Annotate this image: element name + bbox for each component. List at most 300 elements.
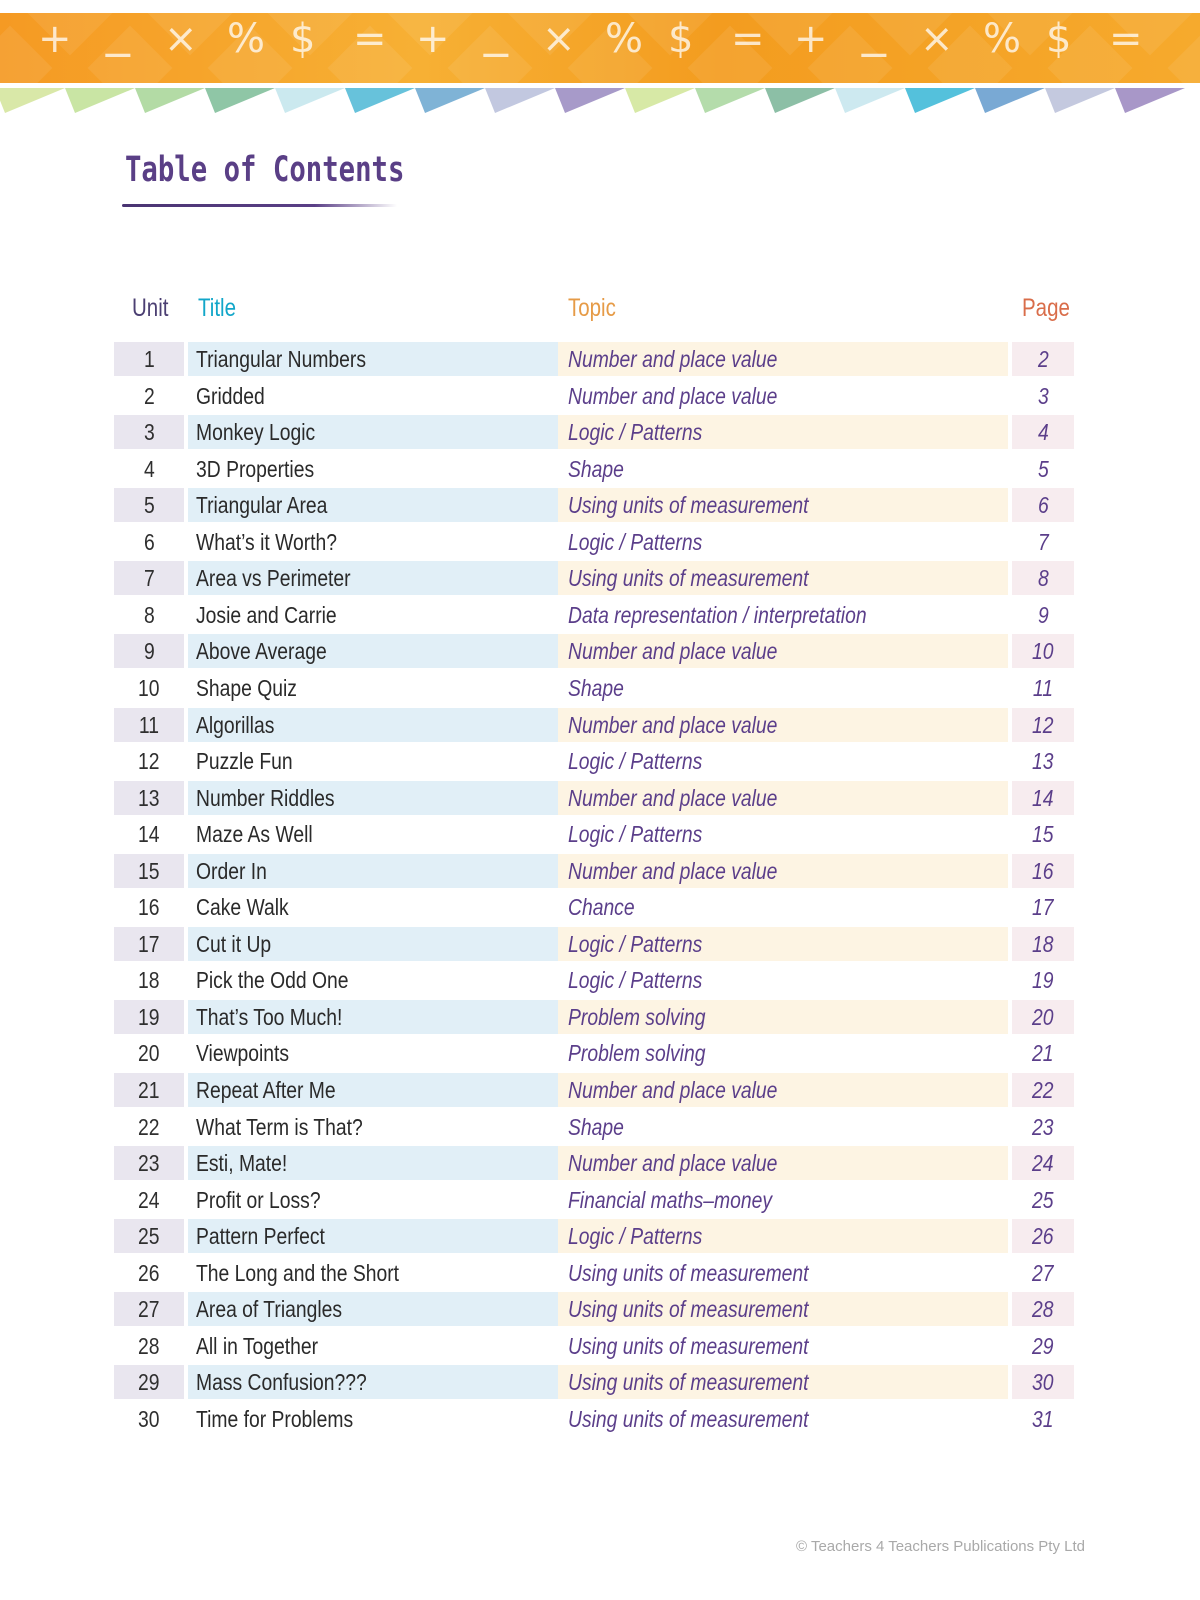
table-row: [114, 1073, 1074, 1107]
column-header-page: Page: [1022, 294, 1070, 322]
topic-cell: [558, 1183, 1008, 1217]
table-row: [114, 1256, 1074, 1290]
page-cell-text: 6: [1037, 492, 1049, 519]
unit-cell: [114, 1183, 184, 1217]
plus-icon: +: [794, 16, 828, 62]
copyright-footer: © Teachers 4 Teachers Publications Pty Ltd: [796, 1538, 1085, 1555]
table-row: [114, 1365, 1074, 1399]
topic-cell-text: Using units of measurement: [568, 565, 809, 592]
dollar-icon: $: [1046, 16, 1072, 62]
page-cell-text: 30: [1032, 1369, 1054, 1396]
unit-cell-text: 26: [138, 1259, 160, 1286]
unit-cell-text: 24: [138, 1186, 160, 1213]
page-cell-text: 2: [1037, 346, 1049, 372]
title-cell: [188, 525, 558, 559]
title-cell: [188, 1073, 558, 1107]
topic-cell: [558, 854, 1008, 888]
topic-cell-text: Data representation / interpretation: [568, 601, 867, 628]
title-cell-text: Monkey Logic: [196, 419, 316, 446]
equals-icon: =: [731, 16, 765, 62]
unit-cell: [114, 1292, 184, 1326]
page-cell: [1012, 1110, 1074, 1144]
page-cell-text: 17: [1032, 894, 1054, 921]
page-cell-text: 19: [1032, 967, 1054, 994]
title-cell-text: Esti, Mate!: [196, 1150, 288, 1177]
unit-cell: [114, 1402, 184, 1436]
topic-cell: [558, 708, 1008, 742]
title-cell-text: Above Average: [196, 638, 327, 665]
table-row: [114, 963, 1074, 997]
page-cell-text: 26: [1032, 1223, 1054, 1250]
pennant: [275, 88, 345, 113]
page-cell-text: 11: [1032, 674, 1054, 701]
unit-cell-text: 8: [143, 601, 155, 628]
unit-cell-text: 15: [138, 857, 160, 884]
title-cell: [188, 744, 558, 778]
pennant: [835, 88, 905, 113]
table-row: [114, 525, 1074, 559]
page-cell: [1012, 1256, 1074, 1290]
topic-cell-text: Logic / Patterns: [568, 821, 703, 848]
pennant: [1045, 88, 1115, 113]
unit-cell-text: 29: [138, 1369, 160, 1396]
unit-cell: [114, 452, 184, 486]
title-cell-text: What’s it Worth?: [196, 528, 338, 555]
unit-cell-text: 7: [143, 565, 155, 592]
page-cell: [1012, 598, 1074, 632]
topic-cell: [558, 1000, 1008, 1034]
unit-cell: [114, 817, 184, 851]
page-cell: [1012, 1365, 1074, 1399]
page-cell-text: 14: [1032, 784, 1054, 811]
unit-cell: [114, 634, 184, 668]
percent-icon: %: [983, 16, 1022, 62]
unit-cell: [114, 1365, 184, 1399]
topic-cell: [558, 1036, 1008, 1070]
plus-icon: +: [38, 16, 72, 62]
topic-cell-text: Using units of measurement: [568, 492, 809, 519]
unit-cell-text: 14: [138, 821, 160, 848]
table-row: [114, 452, 1074, 486]
title-cell: [188, 927, 558, 961]
dollar-icon: $: [290, 16, 316, 62]
title-cell-text: Gridded: [196, 382, 265, 409]
topic-cell: [558, 1402, 1008, 1436]
topic-cell-text: Logic / Patterns: [568, 419, 703, 446]
topic-cell-text: Number and place value: [568, 857, 778, 884]
topic-cell-text: Logic / Patterns: [568, 748, 703, 775]
topic-cell: [558, 1073, 1008, 1107]
title-cell: [188, 488, 558, 522]
topic-cell: [558, 452, 1008, 486]
unit-cell: [114, 342, 184, 376]
page-cell-text: 15: [1032, 821, 1054, 848]
page-cell: [1012, 854, 1074, 888]
title-cell: [188, 415, 558, 449]
topic-cell: [558, 671, 1008, 705]
topic-cell: [558, 1110, 1008, 1144]
topic-cell-text: Number and place value: [568, 638, 778, 665]
unit-cell: [114, 1146, 184, 1180]
pennant: [415, 88, 485, 113]
title-cell: [188, 598, 558, 632]
page-cell: [1012, 890, 1074, 924]
topic-cell: [558, 744, 1008, 778]
topic-cell-text: Problem solving: [568, 1040, 706, 1067]
page-cell-text: 4: [1037, 419, 1049, 446]
table-row: [114, 927, 1074, 961]
topic-cell: [558, 1292, 1008, 1326]
page-cell: [1012, 781, 1074, 815]
equals-icon: =: [1109, 16, 1143, 62]
unit-cell-text: 30: [138, 1405, 160, 1432]
minus-icon: −: [479, 32, 513, 78]
table-row: [114, 854, 1074, 888]
title-cell-text: Time for Problems: [196, 1405, 354, 1432]
topic-cell: [558, 1219, 1008, 1253]
page-cell-text: 21: [1032, 1040, 1054, 1067]
title-cell: [188, 1110, 558, 1144]
unit-cell: [114, 1219, 184, 1253]
title-cell: [188, 963, 558, 997]
topic-cell: [558, 561, 1008, 595]
unit-cell-text: 28: [138, 1332, 160, 1359]
title-cell-text: Area of Triangles: [196, 1296, 343, 1323]
pennant: [0, 88, 65, 113]
page-cell: [1012, 1292, 1074, 1326]
table-row: [114, 1000, 1074, 1034]
title-cell: [188, 708, 558, 742]
pennant: [695, 88, 765, 113]
title-cell-text: Number Riddles: [196, 784, 335, 811]
topic-cell-text: Using units of measurement: [568, 1259, 809, 1286]
title-cell-text: That’s Too Much!: [196, 1003, 343, 1030]
page-cell: [1012, 452, 1074, 486]
topic-cell: [558, 927, 1008, 961]
page-cell-text: 29: [1032, 1332, 1054, 1359]
minus-icon: −: [857, 32, 891, 78]
page-cell-text: 28: [1032, 1296, 1054, 1323]
topic-cell: [558, 817, 1008, 851]
times-icon: ×: [920, 16, 954, 62]
topic-cell: [558, 342, 1008, 376]
percent-icon: %: [605, 16, 644, 62]
table-row: [114, 1183, 1074, 1217]
unit-cell-text: 22: [138, 1113, 160, 1140]
unit-cell: [114, 598, 184, 632]
table-row: [114, 1329, 1074, 1363]
unit-cell: [114, 708, 184, 742]
topic-cell-text: Using units of measurement: [568, 1369, 809, 1396]
table-row: [114, 1110, 1074, 1144]
topic-cell: [558, 488, 1008, 522]
unit-cell: [114, 1110, 184, 1144]
column-header-title: Title: [198, 294, 236, 322]
unit-cell-text: 9: [143, 638, 155, 665]
unit-cell: [114, 890, 184, 924]
pennant: [65, 88, 135, 113]
unit-cell-text: 6: [143, 528, 155, 555]
unit-cell: [114, 744, 184, 778]
title-cell: [188, 342, 558, 376]
title-cell-text: Profit or Loss?: [196, 1186, 321, 1213]
title-cell-text: Maze As Well: [196, 821, 313, 848]
pennant: [905, 88, 975, 113]
unit-cell-text: 10: [138, 674, 160, 701]
table-row: [114, 415, 1074, 449]
title-cell-text: Triangular Area: [196, 492, 328, 519]
title-cell-text: Area vs Perimeter: [196, 565, 351, 592]
topic-cell: [558, 890, 1008, 924]
title-cell-text: Viewpoints: [196, 1040, 290, 1067]
unit-cell-text: 11: [138, 711, 160, 738]
topic-cell: [558, 379, 1008, 413]
title-cell: [188, 781, 558, 815]
table-row: [114, 379, 1074, 413]
table-row: [114, 671, 1074, 705]
page-cell-text: 10: [1032, 638, 1054, 665]
unit-cell: [114, 379, 184, 413]
table-row: [114, 1146, 1074, 1180]
title-cell: [188, 379, 558, 413]
page-cell-text: 3: [1037, 382, 1049, 409]
title-cell-text: Pattern Perfect: [196, 1223, 325, 1250]
minus-icon: −: [101, 32, 135, 78]
topic-cell-text: Number and place value: [568, 346, 778, 372]
unit-cell-text: 27: [138, 1296, 160, 1323]
topic-cell-text: Shape: [568, 674, 624, 701]
unit-cell: [114, 1036, 184, 1070]
topic-cell-text: Financial maths–money: [568, 1186, 773, 1213]
page-cell: [1012, 561, 1074, 595]
topic-cell-text: Using units of measurement: [568, 1296, 809, 1323]
page-cell-text: 24: [1032, 1150, 1054, 1177]
page-cell-text: 12: [1032, 711, 1054, 738]
title-cell-text: Algorillas: [196, 711, 275, 738]
topic-cell: [558, 525, 1008, 559]
title-cell-text: The Long and the Short: [196, 1259, 400, 1286]
title-cell-text: Mass Confusion???: [196, 1369, 367, 1396]
topic-cell-text: Logic / Patterns: [568, 967, 703, 994]
page-cell: [1012, 1000, 1074, 1034]
table-row: [114, 342, 1074, 376]
unit-cell: [114, 1073, 184, 1107]
page-cell-text: 31: [1032, 1405, 1054, 1432]
page-cell: [1012, 817, 1074, 851]
topic-cell: [558, 1146, 1008, 1180]
unit-cell-text: 12: [138, 748, 160, 775]
topic-cell-text: Number and place value: [568, 1150, 778, 1177]
topic-cell: [558, 781, 1008, 815]
title-cell-text: Triangular Numbers: [196, 346, 367, 372]
column-header-topic: Topic: [568, 294, 616, 322]
topic-cell-text: Number and place value: [568, 784, 778, 811]
topic-cell-text: Logic / Patterns: [568, 528, 703, 555]
title-cell-text: Order In: [196, 857, 267, 884]
page-cell: [1012, 1036, 1074, 1070]
topic-cell: [558, 415, 1008, 449]
unit-cell-text: 4: [143, 455, 155, 482]
table-row: [114, 1402, 1074, 1436]
page-cell: [1012, 1146, 1074, 1180]
page-cell: [1012, 415, 1074, 449]
table-row: [114, 744, 1074, 778]
page-cell-text: 8: [1037, 565, 1049, 592]
table-row: [114, 1292, 1074, 1326]
page-cell-text: 9: [1037, 601, 1049, 628]
pennant-strip: [0, 88, 1200, 118]
unit-cell: [114, 927, 184, 961]
title-cell: [188, 1365, 558, 1399]
topic-cell: [558, 1365, 1008, 1399]
title-cell: [188, 561, 558, 595]
table-row: [114, 1219, 1074, 1253]
topic-cell-text: Problem solving: [568, 1003, 706, 1030]
topic-cell: [558, 634, 1008, 668]
page-cell-text: 13: [1032, 748, 1054, 775]
unit-cell: [114, 1000, 184, 1034]
title-cell-text: Cut it Up: [196, 930, 272, 957]
table-row: [114, 817, 1074, 851]
topic-cell-text: Number and place value: [568, 382, 778, 409]
page-cell: [1012, 1329, 1074, 1363]
page-cell-text: 18: [1032, 930, 1054, 957]
table-row: [114, 1036, 1074, 1070]
title-cell: [188, 1329, 558, 1363]
title-cell: [188, 854, 558, 888]
table-row: [114, 890, 1074, 924]
times-icon: ×: [164, 16, 198, 62]
unit-cell-text: 2: [143, 382, 155, 409]
unit-cell: [114, 854, 184, 888]
title-cell-text: Cake Walk: [196, 894, 289, 921]
unit-cell-text: 16: [138, 894, 160, 921]
unit-cell-text: 19: [138, 1003, 160, 1030]
title-cell: [188, 671, 558, 705]
title-cell: [188, 1292, 558, 1326]
topic-cell-text: Shape: [568, 1113, 624, 1140]
column-header-unit: Unit: [132, 294, 169, 322]
page-cell: [1012, 708, 1074, 742]
unit-cell-text: 17: [138, 930, 160, 957]
unit-cell: [114, 671, 184, 705]
title-cell: [188, 1219, 558, 1253]
page-cell-text: 23: [1032, 1113, 1054, 1140]
page-cell: [1012, 488, 1074, 522]
pennant: [135, 88, 205, 113]
plus-icon: +: [416, 16, 450, 62]
pennant: [625, 88, 695, 113]
page-cell-text: 5: [1037, 455, 1049, 482]
unit-cell: [114, 1329, 184, 1363]
pennant: [345, 88, 415, 113]
page-cell: [1012, 634, 1074, 668]
page-cell: [1012, 1219, 1074, 1253]
unit-cell-text: 23: [138, 1150, 160, 1177]
page-cell: [1012, 963, 1074, 997]
page-cell: [1012, 1073, 1074, 1107]
pennant: [205, 88, 275, 113]
topic-cell: [558, 598, 1008, 632]
topic-cell-text: Chance: [568, 894, 635, 921]
topic-cell-text: Number and place value: [568, 711, 778, 738]
times-icon: ×: [542, 16, 576, 62]
unit-cell: [114, 415, 184, 449]
page-cell-text: 7: [1037, 528, 1049, 555]
table-row: [114, 561, 1074, 595]
title-underline: [122, 204, 397, 207]
title-cell-text: Shape Quiz: [196, 674, 297, 701]
unit-cell-text: 1: [143, 346, 155, 372]
unit-cell-text: 20: [138, 1040, 160, 1067]
unit-cell-text: 18: [138, 967, 160, 994]
table-row: [114, 708, 1074, 742]
pennant: [1115, 88, 1185, 113]
title-cell-text: All in Together: [196, 1332, 319, 1359]
pennant: [975, 88, 1045, 113]
table-row: [114, 488, 1074, 522]
banner-tile: [1168, 26, 1200, 83]
title-cell: [188, 1256, 558, 1290]
unit-cell: [114, 488, 184, 522]
math-symbols-banner: [0, 13, 1200, 83]
unit-cell: [114, 963, 184, 997]
page-cell-text: 27: [1032, 1259, 1054, 1286]
page-cell: [1012, 525, 1074, 559]
pennant: [485, 88, 555, 113]
page-cell: [1012, 744, 1074, 778]
unit-cell: [114, 561, 184, 595]
topic-cell-text: Using units of measurement: [568, 1332, 809, 1359]
unit-cell-text: 5: [143, 492, 155, 519]
pennant: [555, 88, 625, 113]
title-cell: [188, 817, 558, 851]
unit-cell-text: 13: [138, 784, 160, 811]
equals-icon: =: [353, 16, 387, 62]
page-cell: [1012, 379, 1074, 413]
unit-cell: [114, 781, 184, 815]
unit-cell-text: 3: [143, 419, 155, 446]
page-cell: [1012, 342, 1074, 376]
topic-cell-text: Number and place value: [568, 1077, 778, 1103]
topic-cell-text: Using units of measurement: [568, 1405, 809, 1432]
title-cell: [188, 452, 558, 486]
page-cell-text: 25: [1032, 1186, 1054, 1213]
title-cell-text: What Term is That?: [196, 1113, 363, 1140]
title-cell: [188, 1036, 558, 1070]
table-row: [114, 598, 1074, 632]
percent-icon: %: [227, 16, 266, 62]
title-cell-text: Josie and Carrie: [196, 601, 337, 628]
topic-cell: [558, 1256, 1008, 1290]
title-cell-text: 3D Properties: [196, 455, 315, 482]
page-cell: [1012, 671, 1074, 705]
page-title: Table of Contents: [125, 150, 405, 190]
page-cell: [1012, 1402, 1074, 1436]
title-cell-text: Puzzle Fun: [196, 748, 293, 775]
topic-cell: [558, 963, 1008, 997]
unit-cell: [114, 1256, 184, 1290]
title-cell: [188, 890, 558, 924]
title-cell-text: Pick the Odd One: [196, 967, 349, 994]
unit-cell-text: 21: [138, 1077, 160, 1103]
title-cell: [188, 1146, 558, 1180]
table-row: [114, 781, 1074, 815]
title-cell: [188, 1000, 558, 1034]
page-cell-text: 16: [1032, 857, 1054, 884]
table-row: [114, 634, 1074, 668]
title-cell-text: Repeat After Me: [196, 1077, 336, 1103]
